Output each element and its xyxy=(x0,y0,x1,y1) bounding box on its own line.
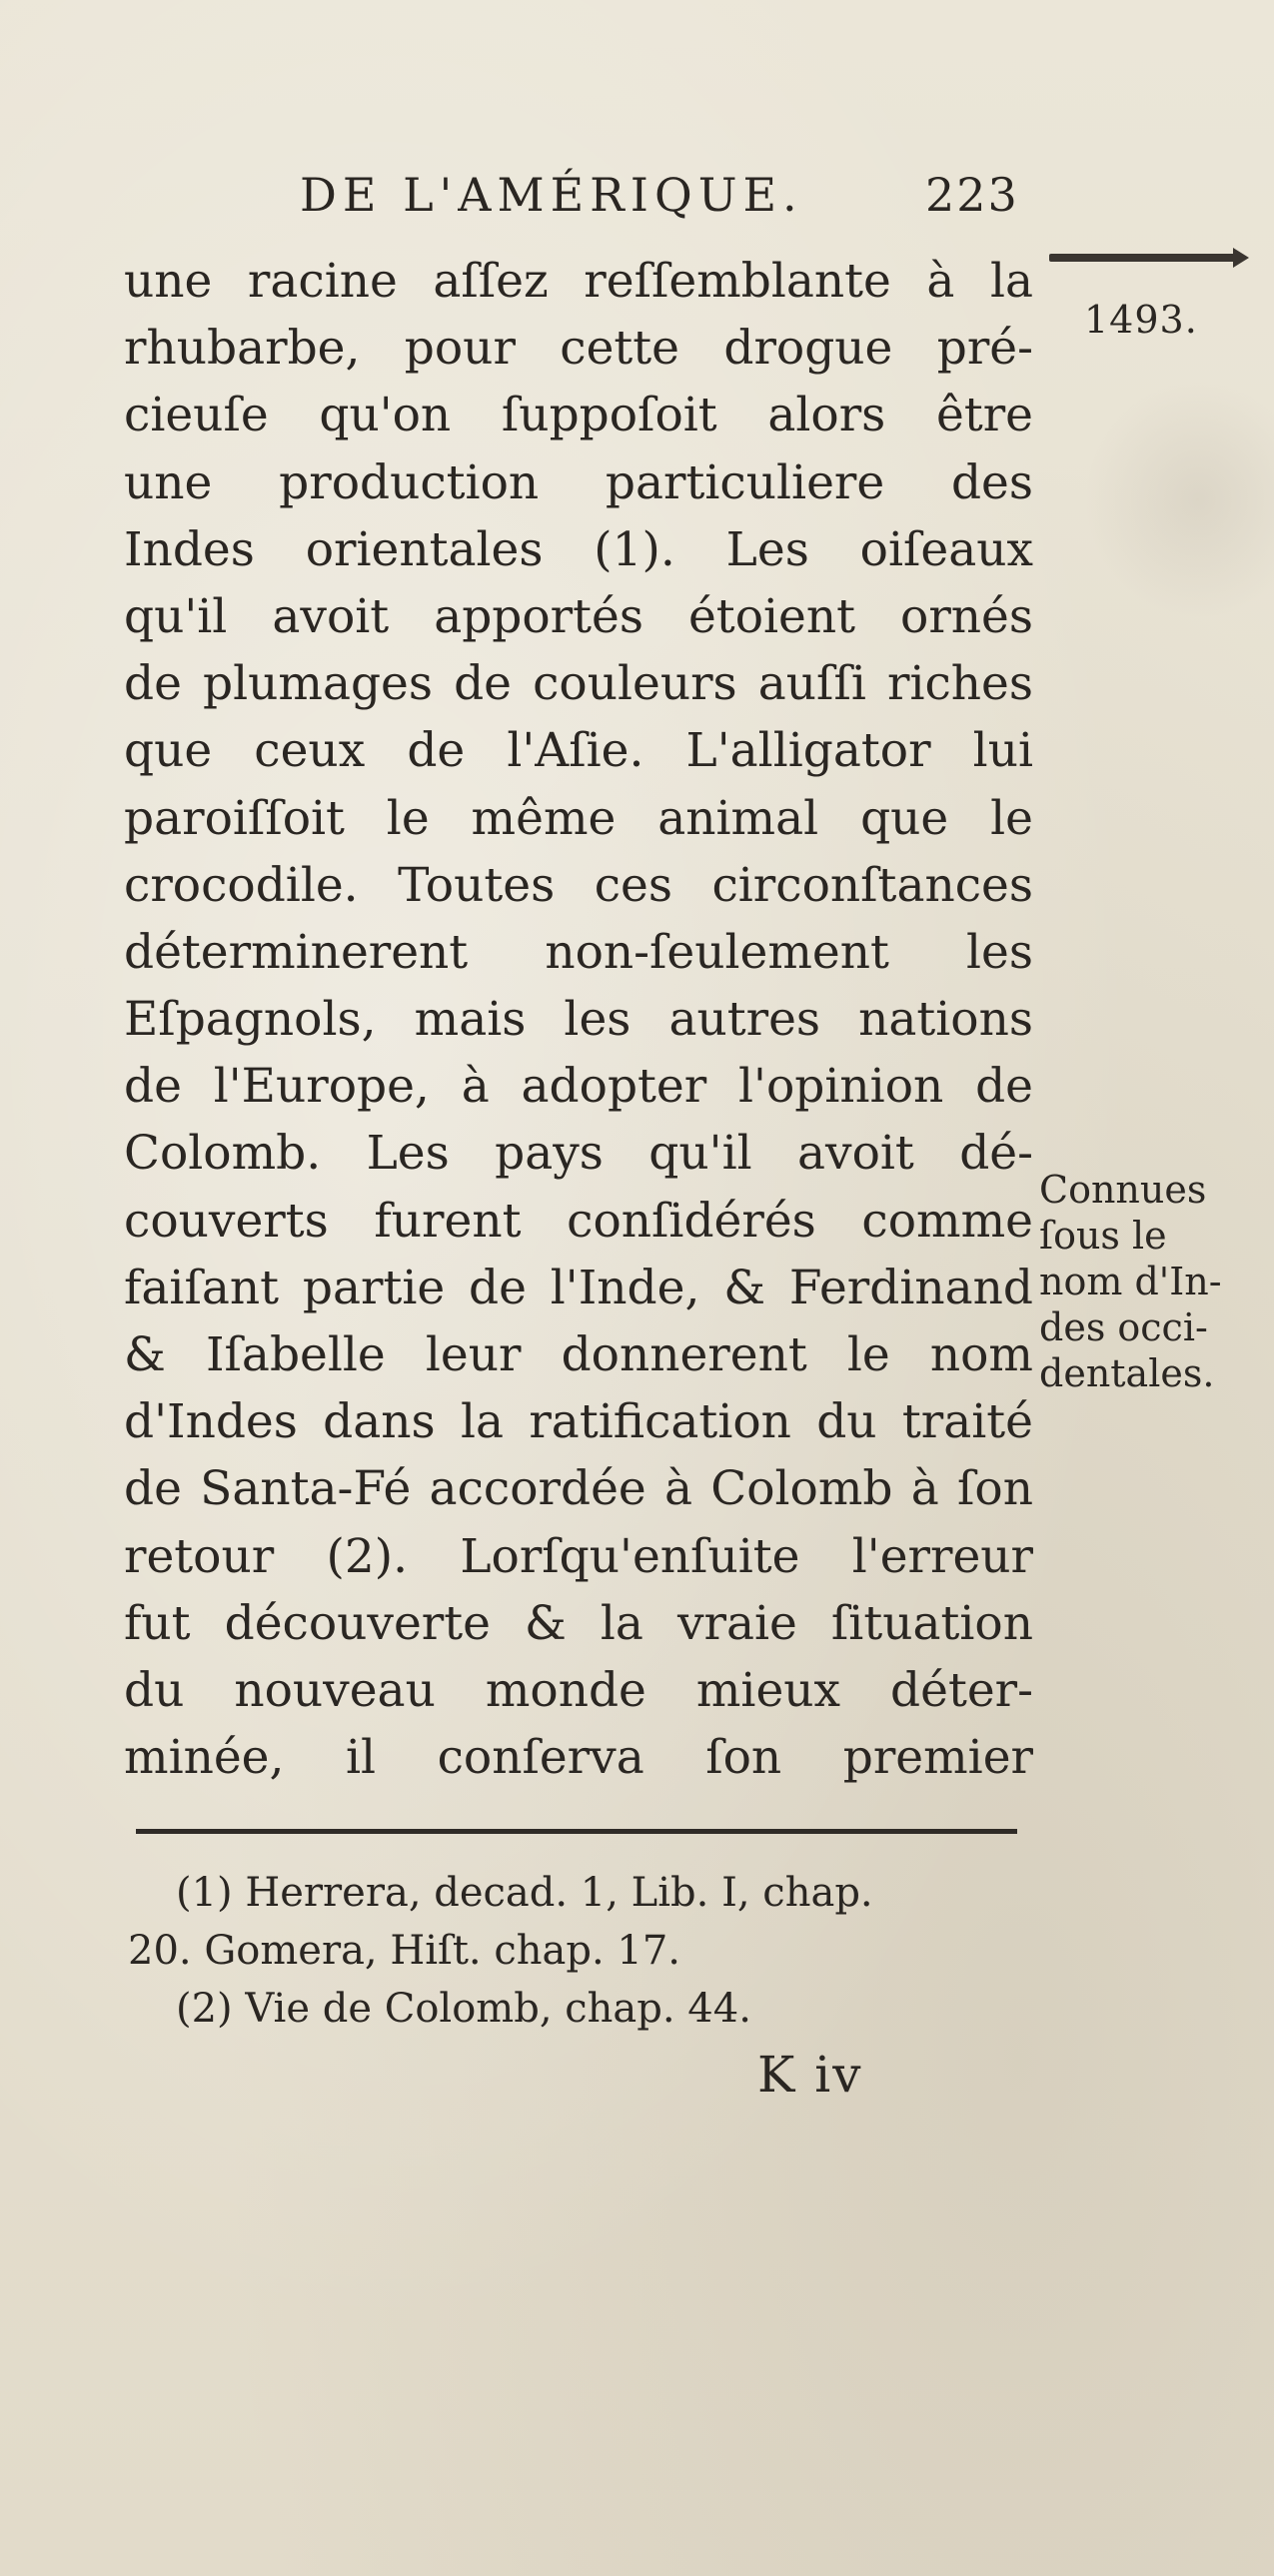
body-line: Indes orientales (1). Les oiſeaux xyxy=(124,521,1033,577)
body-text xyxy=(124,248,1033,1791)
margin-ornament-rule xyxy=(1049,254,1239,262)
show-through-stain xyxy=(1084,380,1274,619)
margin-note-line: des occi- xyxy=(1039,1305,1208,1349)
body-line: cieuſe qu'on ſuppoſoit alors être xyxy=(124,388,1033,443)
body-line: de Santa-Fé accordée à Colomb à ſon xyxy=(124,1461,1033,1517)
body-line: qu'il avoit apportés étoient ornés xyxy=(124,588,1033,644)
body-line: du nouveau monde mieux déter- xyxy=(124,1662,1033,1718)
footnote-1-continued: 20. Gomera, Hiſt. chap. 17. xyxy=(128,1928,681,1974)
body-line: de l'Europe, à adopter l'opinion de xyxy=(124,1059,1033,1115)
body-line: déterminerent non-ſeulement les xyxy=(124,924,1033,980)
margin-note-line: dentales. xyxy=(1039,1351,1215,1395)
body-line: de plumages de couleurs auſſi riches xyxy=(124,656,1033,712)
body-line: d'Indes dans la ratification du traité xyxy=(124,1394,1033,1450)
running-head xyxy=(300,168,1039,238)
body-line: crocodile. Toutes ces circonſtances xyxy=(124,857,1033,913)
body-line: rhubarbe, pour cette drogue pré- xyxy=(124,321,1033,377)
body-line: Eſpagnols, mais les autres nations xyxy=(124,992,1033,1048)
margin-note xyxy=(1039,1167,1269,1396)
footnote-rule xyxy=(136,1829,1017,1834)
margin-note-line: nom d'In- xyxy=(1039,1260,1222,1303)
margin-note-line: ſous le xyxy=(1039,1214,1167,1258)
body-line: retour (2). Lorſqu'enſuite l'erreur xyxy=(124,1528,1033,1584)
body-line: faiſant partie de l'Inde, & Ferdinand xyxy=(124,1260,1033,1315)
body-line: & Iſabelle leur donnerent le nom xyxy=(124,1327,1033,1382)
body-line: une racine aſſez reſſemblante à la xyxy=(124,254,1033,309)
body-line: minée, il conſerva ſon premier xyxy=(124,1730,1033,1786)
page-number: 223 xyxy=(925,168,1019,222)
body-line: paroiſſoit le même animal que le xyxy=(124,790,1033,846)
signature-mark: K iv xyxy=(757,2046,863,2104)
body-line: que ceux de l'Aſie. L'alligator lui xyxy=(124,723,1033,779)
body-line: une production particuliere des xyxy=(124,454,1033,510)
footnotes xyxy=(124,1864,1063,2038)
body-line: Colomb. Les pays qu'il avoit dé- xyxy=(124,1126,1033,1182)
margin-year: 1493. xyxy=(1084,298,1198,342)
body-line: fut découverte & la vraie ſituation xyxy=(124,1595,1033,1651)
running-head-title: DE L'AMÉRIQUE. xyxy=(300,168,803,222)
body-line: couverts furent conſidérés comme xyxy=(124,1193,1033,1249)
footnote-1: (1) Herrera, decad. 1, Lib. I, chap. xyxy=(176,1870,873,1916)
margin-note-line: Connues xyxy=(1039,1168,1207,1212)
footnote-2: (2) Vie de Colomb, chap. 44. xyxy=(176,1986,751,2032)
